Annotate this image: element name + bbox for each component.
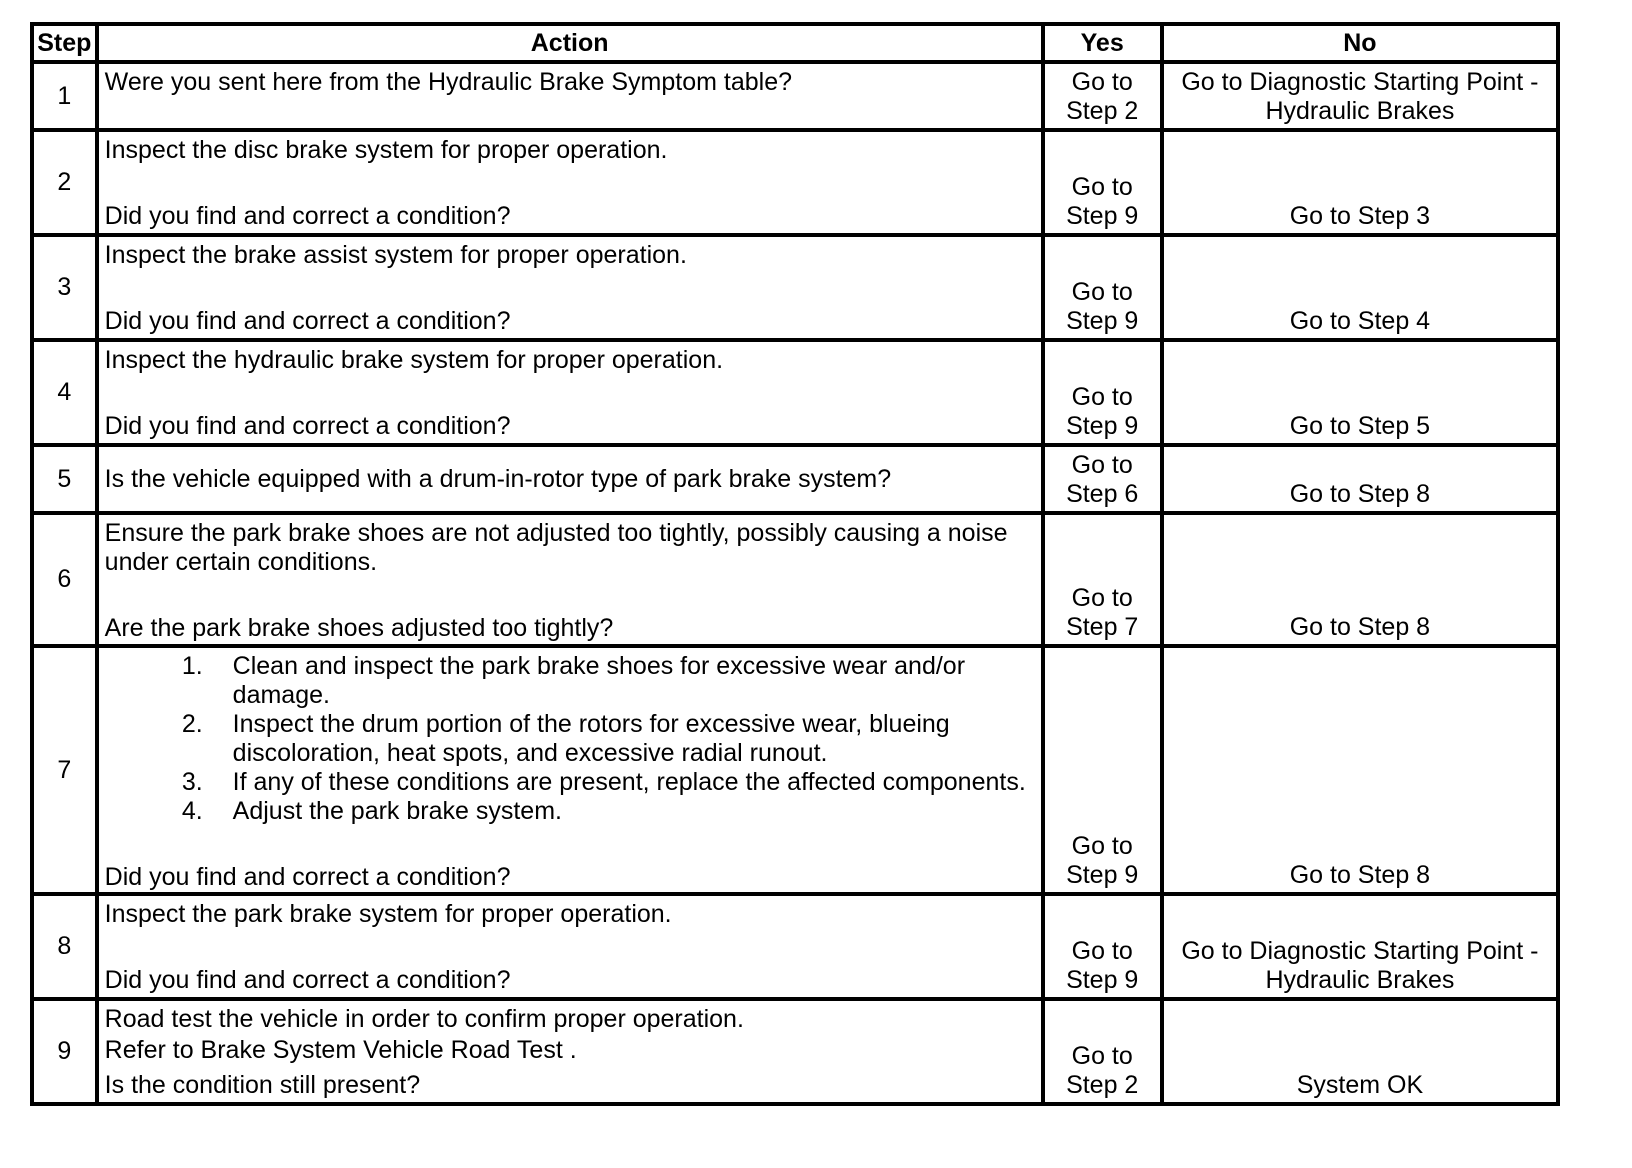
action-cell [97, 646, 1043, 894]
table-row [32, 513, 1558, 646]
action-cell [97, 235, 1043, 340]
no-cell: Go to Step 8 [1162, 646, 1558, 894]
table-row [32, 894, 1558, 999]
action-cell [97, 130, 1043, 235]
no-cell: Go to Diagnostic Starting Point - Hydraulic Brakes [1162, 894, 1558, 999]
step-number: 5 [32, 445, 97, 513]
step-number: 9 [32, 999, 97, 1104]
step-number: 1 [32, 62, 97, 130]
table-row [32, 235, 1558, 340]
yes-cell: Go to Step 9 [1043, 340, 1162, 445]
yes-cell: Go to Step 2 [1043, 62, 1162, 130]
list-item [105, 797, 1035, 826]
list-text: Adjust the park brake system. [232, 797, 562, 825]
header-yes: Yes [1043, 24, 1162, 62]
header-action: Action [97, 24, 1043, 62]
action-question: Did you find and correct a condition? [104, 307, 511, 335]
no-cell: Go to Step 3 [1162, 130, 1558, 235]
yes-cell: Go to Step 9 [1043, 646, 1162, 894]
action-question: Are the park brake shoes adjusted too tightly? [104, 614, 614, 642]
action-question: Did you find and correct a condition? [104, 863, 511, 891]
table-row [32, 646, 1558, 894]
no-cell: Go to Step 8 [1162, 513, 1558, 646]
action-intro: Inspect the park brake system for proper operation. [104, 900, 672, 928]
yes-cell: Go to Step 9 [1043, 894, 1162, 999]
yes-cell: Go to Step 2 [1043, 999, 1162, 1104]
action-cell [97, 62, 1043, 130]
diagnostic-table [30, 22, 1560, 1106]
action-question: Were you sent here from the Hydraulic Brake Symptom table? [104, 68, 793, 96]
step-number: 4 [32, 340, 97, 445]
action-cell [97, 340, 1043, 445]
action-cell [97, 894, 1043, 999]
yes-cell: Go to Step 9 [1043, 130, 1162, 235]
no-cell: Go to Diagnostic Starting Point - Hydraulic Brakes [1162, 62, 1558, 130]
table-row [32, 445, 1558, 513]
action-intro: Road test the vehicle in order to confirm proper operation. [104, 1005, 744, 1033]
action-intro: Inspect the brake assist system for proper operation. [104, 241, 687, 269]
table-row [32, 130, 1558, 235]
action-cell [97, 445, 1043, 513]
header-no: No [1162, 24, 1558, 62]
list-number: 1. [181, 652, 203, 680]
yes-cell: Go to Step 9 [1043, 235, 1162, 340]
no-cell: Go to Step 4 [1162, 235, 1558, 340]
header-row [32, 24, 1558, 62]
table-row [32, 62, 1558, 130]
list-text: Clean and inspect the park brake shoes for excessive wear and/or damage. [232, 652, 966, 709]
action-question: Is the condition still present? [104, 1071, 421, 1099]
step-number: 6 [32, 513, 97, 646]
action-question: Did you find and correct a condition? [104, 412, 511, 440]
action-question: Did you find and correct a condition? [104, 202, 511, 230]
list-number: 4. [181, 797, 203, 825]
no-cell: Go to Step 8 [1162, 445, 1558, 513]
table-row [32, 999, 1558, 1104]
step-number: 3 [32, 235, 97, 340]
yes-cell: Go to Step 7 [1043, 513, 1162, 646]
action-cell [97, 513, 1043, 646]
list-text: If any of these conditions are present, replace the affected components. [232, 768, 1026, 796]
step-number: 8 [32, 894, 97, 999]
action-intro: Inspect the disc brake system for proper operation. [104, 136, 668, 164]
action-intro: Inspect the hydraulic brake system for proper operation. [104, 346, 724, 374]
list-item [105, 652, 1035, 710]
procedure-list [105, 652, 1035, 826]
list-number: 2. [181, 710, 203, 738]
yes-cell: Go to Step 6 [1043, 445, 1162, 513]
step-number: 7 [32, 646, 97, 894]
list-item [105, 710, 1035, 768]
action-question: Is the vehicle equipped with a drum-in-rotor type of park brake system? [104, 464, 892, 493]
road-test-reference: Refer to Brake System Vehicle Road Test . [104, 1036, 577, 1064]
list-item [105, 768, 1035, 797]
action-cell [97, 999, 1043, 1104]
header-step: Step [32, 24, 97, 62]
action-question: Did you find and correct a condition? [104, 966, 511, 994]
step-number: 2 [32, 130, 97, 235]
no-cell: System OK [1162, 999, 1558, 1104]
action-intro: Ensure the park brake shoes are not adjusted too tightly, possibly causing a noise under certain conditions. [104, 519, 1008, 576]
table-row [32, 340, 1558, 445]
no-cell: Go to Step 5 [1162, 340, 1558, 445]
list-number: 3. [181, 768, 203, 796]
list-text: Inspect the drum portion of the rotors for excessive wear, blueing discoloration, heat spots, and excessive radial runout. [232, 710, 950, 767]
